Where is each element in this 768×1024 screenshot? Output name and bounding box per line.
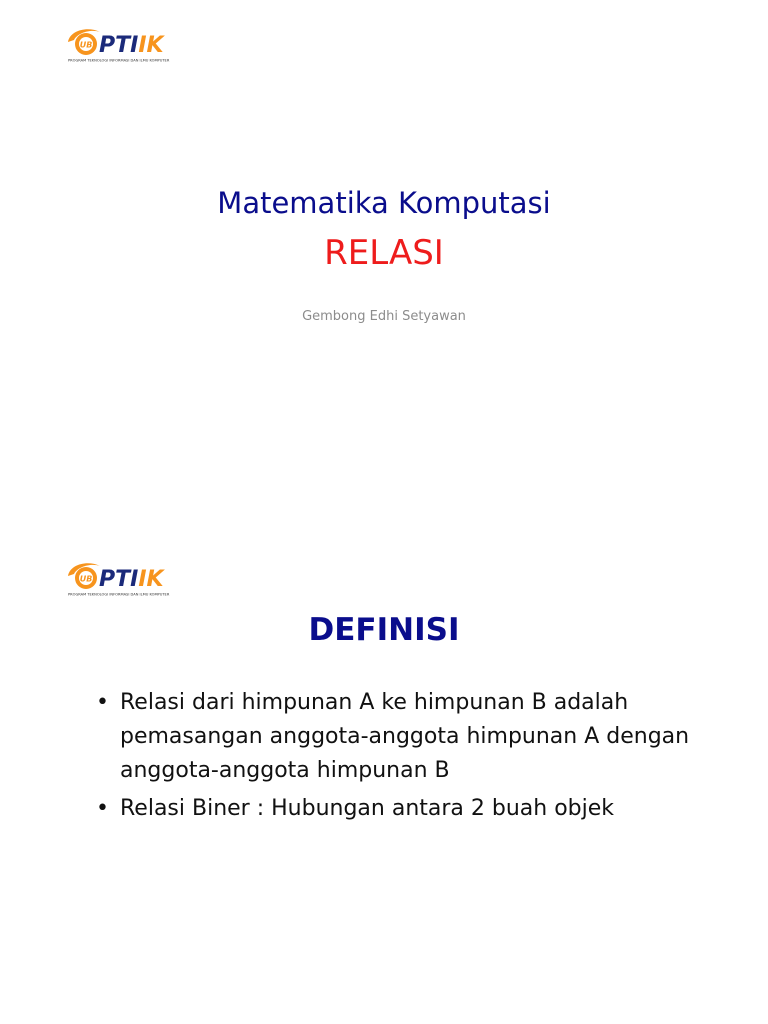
author-name: Gembong Edhi Setyawan [302, 309, 466, 324]
svg-text:PROGRAM TEKNOLOGI INFORMASI DA: PROGRAM TEKNOLOGI INFORMASI DAN ILMU KOMPUTER [68, 58, 170, 63]
svg-text:UB: UB [79, 40, 93, 50]
section-heading: DEFINISI [308, 612, 460, 648]
list-item [92, 792, 712, 826]
logo-wordmark: PTIIK [99, 33, 164, 58]
definition-slide [0, 512, 768, 1024]
ptiik-logo [66, 24, 190, 64]
list-item [92, 686, 712, 788]
slide-subtitle: RELASI [324, 233, 444, 273]
bullet-icon: • [96, 690, 109, 715]
definition-list [92, 686, 712, 830]
svg-text:UB: UB [79, 574, 93, 584]
list-item-text: Relasi dari himpunan A ke himpunan B adalah pemasangan anggota-anggota himpunan A dengan anggota-anggota himpunan B [120, 690, 690, 783]
ptiik-logo [66, 558, 190, 598]
svg-text:PROGRAM TEKNOLOGI INFORMASI DA: PROGRAM TEKNOLOGI INFORMASI DAN ILMU KOMPUTER [68, 592, 170, 597]
slide-title: Matematika Komputasi [217, 186, 551, 220]
bullet-icon: • [96, 796, 109, 821]
logo-wordmark: PTIIK [99, 567, 164, 592]
list-item-text: Relasi Biner : Hubungan antara 2 buah objek [120, 796, 615, 821]
